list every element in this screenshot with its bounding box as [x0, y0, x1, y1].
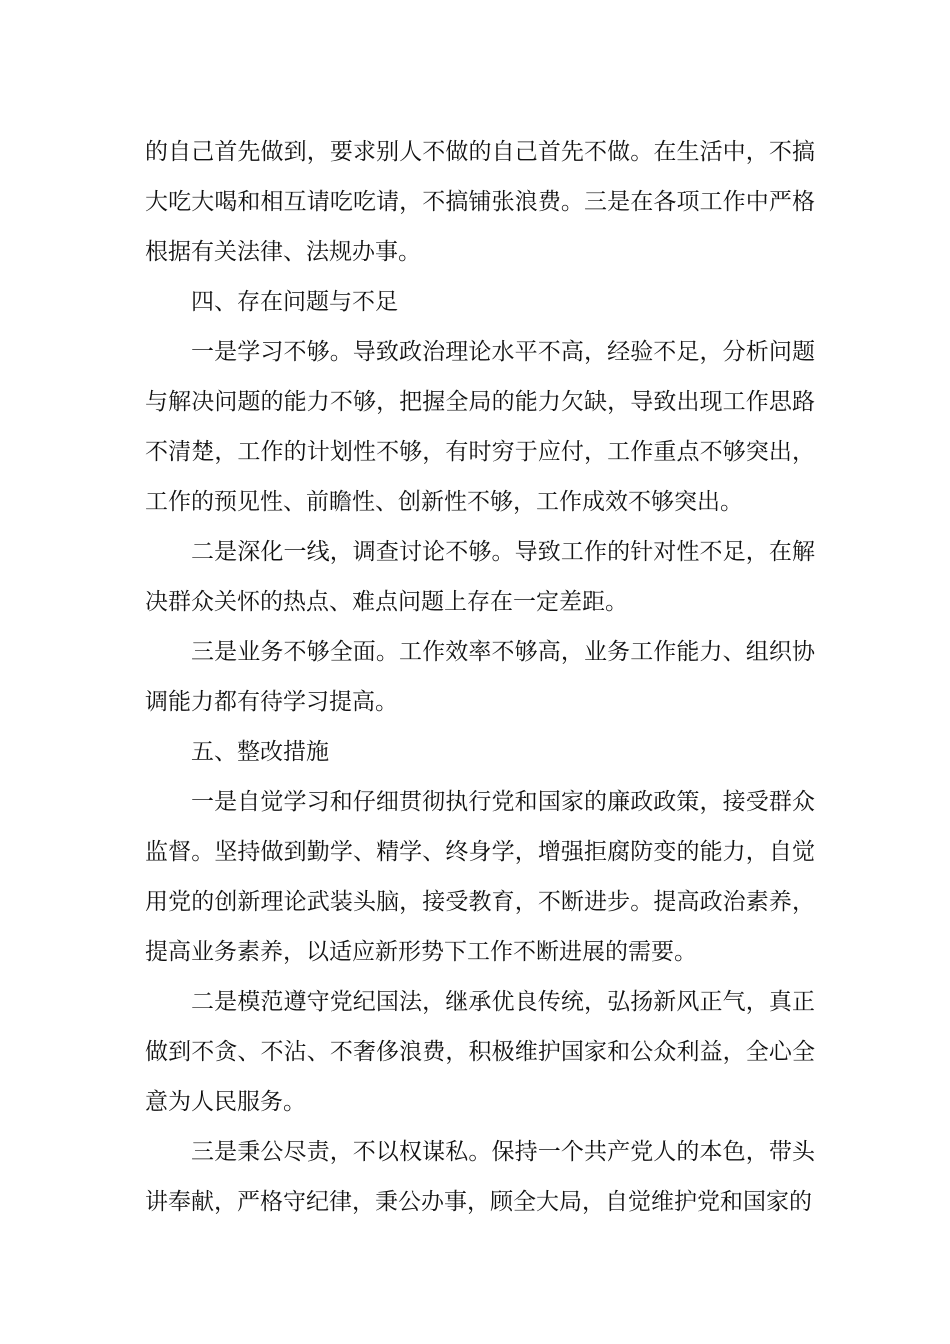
paragraph-continuation: 的自己首先做到，要求别人不做的自己首先不做。在生活中，不搞大吃大喝和相互请吃吃请，不搞铺张浪费。三是在各项工作中严格根据有关法律、法规办事。 [145, 139, 815, 265]
paragraph-measure-1: 一是自觉学习和仔细贯彻执行党和国家的廉政政策，接受群众监督。坚持做到勤学、精学、终身学，增强拒腐防变的能力，自觉用党的创新理论武装头脑，接受教育，不断进步。提高政治素养，提高业务素养，以适应新形势下工作不断进展的需要。 [145, 789, 815, 965]
section-heading-problems: 四、存在问题与不足 [191, 289, 398, 315]
paragraph-problem-2: 二是深化一线，调查讨论不够。导致工作的针对性不足，在解决群众关怀的热点、难点问题上存在一定差距。 [145, 539, 815, 615]
paragraph-problem-1: 一是学习不够。导致政治理论水平不高，经验不足，分析问题与解决问题的能力不够，把握全局的能力欠缺，导致出现工作思路不清楚，工作的计划性不够，有时穷于应付，工作重点不够突出，工作的预见性、前瞻性、创新性不够，工作成效不够突出。 [145, 339, 815, 515]
paragraph-measure-3: 三是秉公尽责，不以权谋私。保持一个共产党人的本色，带头讲奉献，严格守纪律，秉公办事，顾全大局，自觉维护党和国家的 [145, 1139, 815, 1215]
paragraph-problem-3: 三是业务不够全面。工作效率不够高，业务工作能力、组织协调能力都有待学习提高。 [145, 639, 815, 715]
document-body [145, 127, 815, 1227]
paragraph-measure-2: 二是模范遵守党纪国法，继承优良传统，弘扬新风正气，真正做到不贪、不沾、不奢侈浪费，积极维护国家和公众利益，全心全意为人民服务。 [145, 989, 815, 1115]
section-heading-measures: 五、整改措施 [191, 739, 329, 765]
